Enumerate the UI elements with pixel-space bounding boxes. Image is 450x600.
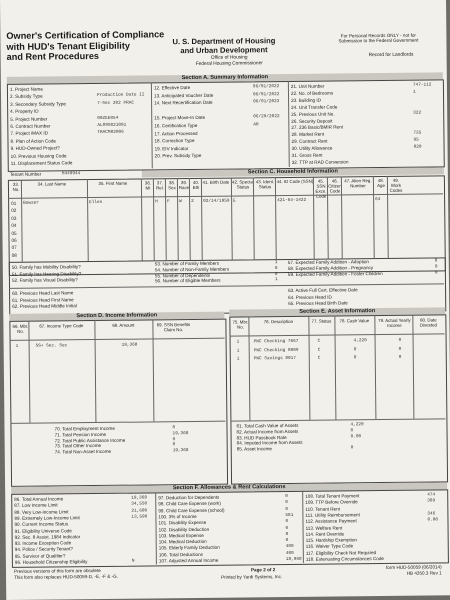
asset-total-label: 84. Imputed Income from Assets: [236, 440, 303, 446]
household-cell: F: [167, 199, 170, 205]
summary-label: 30. Utility Allowance: [291, 145, 333, 152]
household-column-header: 40. Eth: [192, 179, 200, 190]
rent-calc-label: 109. TTP Before Override: [305, 499, 358, 506]
expected-addition-value: 0: [434, 264, 438, 270]
income-total-label: 71. Total Pension Income: [54, 431, 107, 438]
previous-head-label: 65. Previous Head Birth Date: [288, 300, 348, 306]
household-cell: 06: [11, 237, 17, 243]
deduction-label: 97. Deduction for Dependents: [158, 494, 220, 501]
income-column-header: 66. Mbr. No.: [12, 323, 29, 334]
household-cell: 421-64-1422: [277, 197, 307, 204]
deduction-value: 18,968: [285, 556, 302, 563]
printed-by: Printed by Yardi Systems, Inc.: [221, 574, 283, 580]
summary-label: 14. Next Recertification Date: [154, 99, 213, 106]
deduction-label: 102. Disability Deduction: [158, 526, 210, 532]
rent-calc-label: 117. Eligibility Check Not Required: [305, 549, 377, 556]
asset-cell: PNC Checking 7667: [253, 338, 299, 345]
asset-total-value: 0: [350, 445, 354, 451]
income-cell: SS+ Sec. Sec: [35, 343, 68, 349]
summary-label: 23. Building ID: [291, 97, 321, 103]
agency-subtitle: Office of Housing Federal Housing Commissioner: [195, 55, 263, 67]
section-a-box: [7, 79, 445, 172]
deduction-label: 107. Adjusted Annual Income: [158, 557, 219, 564]
deduction-label: 99. Child Care Expense (school): [158, 507, 225, 513]
allowance-label: 90. Current Income Status: [14, 521, 69, 528]
summary-label: 15. Project Move-In Date: [154, 115, 206, 121]
rent-calc-value: 474: [427, 492, 436, 498]
summary-label: 4. Property ID: [10, 108, 39, 115]
deduction-value: 400: [285, 550, 294, 556]
member-count-value: 1: [274, 260, 278, 266]
allowance-label: 95. Survivor of Qualifier?: [14, 553, 66, 559]
summary-value: 95: [413, 137, 419, 143]
summary-label: 8. Plan of Action Code: [10, 138, 56, 144]
summary-label: 12. Effective Date: [153, 85, 191, 91]
member-count-label: 53. Number of Family Members: [154, 260, 220, 267]
summary-label: 5. Project Number: [10, 116, 48, 122]
summary-label: 6. Contract Number: [10, 123, 51, 129]
allowance-label: 91. Eligibility Universe Code: [14, 527, 72, 534]
allowance-value: 21,600: [131, 508, 148, 514]
income-total-label: 74. Total Non-Asset Income: [54, 449, 112, 455]
income-column-header: 69. SSN Benefits Claim No.: [156, 322, 191, 333]
summary-value: 1: [412, 89, 416, 95]
summary-label: 19. EIV Indicator: [154, 145, 189, 152]
summary-label: 25. Previous Unit No.: [291, 111, 335, 117]
asset-cell: 4,220: [353, 338, 367, 344]
summary-question: 52. Family has Visual Disability?: [11, 277, 78, 283]
rent-calc-label: 110. Tenant Rent: [305, 506, 340, 512]
asset-column-header: 80. Date Divested: [419, 317, 437, 328]
deduction-label: 98. Child Care Expense (work): [158, 501, 221, 507]
rent-calc-label: 112. Assistance Payment: [305, 518, 357, 525]
corner-note: For Personal Records ONLY - not for Submission to the Federal Government: [338, 32, 419, 44]
allowance-label: 88. Very Low-Income Limit: [14, 508, 69, 515]
section-e-title: Section E. Asset Information: [229, 307, 445, 316]
allowance-label: 86. Total Annual Income: [14, 496, 64, 502]
rent-calc-label: 118. Extenuating Circumstances Code: [305, 556, 384, 562]
rent-calc-label: 108. Total Tenant Payment: [305, 493, 360, 499]
income-total-label: 72. Total Public Assistance Income: [54, 437, 126, 444]
summary-label: 21. Unit Number: [290, 83, 325, 89]
rent-calc-label: 111. Utility Reimbursement: [305, 512, 360, 518]
summary-label: 31. Gross Rent: [291, 152, 323, 158]
income-cell: 19,368: [121, 342, 138, 348]
page-number: Page 2 of 2: [250, 567, 276, 573]
asset-cell: C: [317, 338, 321, 344]
summary-label: 24. Unit Transfer Code: [291, 104, 338, 110]
member-count-value: 0: [274, 265, 278, 271]
rent-calc-value: 0.00: [427, 517, 439, 523]
deduction-value: 0: [285, 500, 288, 506]
footer-left: Previous versions of this form are obsolete This form also replaces HUD-50059-D, -E, -F & -G.: [13, 567, 118, 580]
household-column-header: 38. Sex: [168, 180, 176, 191]
agency-name: U. S. Department of Housing and Urban Development: [172, 36, 276, 56]
asset-cell: 1: [236, 356, 240, 362]
asset-cell: C: [317, 347, 321, 353]
household-column-header: 45. SSN Exce. Code: [315, 178, 327, 199]
household-cell: W: [179, 199, 182, 205]
allowance-value: 34,550: [131, 501, 148, 507]
deduction-label: 103. Medical Expense: [158, 532, 204, 539]
deduction-value: 400: [285, 544, 294, 550]
summary-label: 32. TTP at RAD Conversion: [291, 159, 349, 165]
household-column-header: 47. Alien Reg. Number: [344, 178, 372, 189]
household-cell: 05: [11, 230, 17, 236]
summary-value: 06/01/2022: [252, 84, 280, 90]
asset-column-header: 76. Description: [263, 318, 294, 325]
deduction-label: 105. Elderly Family Deduction: [158, 545, 220, 551]
section-f-title: Section F. Allowances & Rent Calculations: [11, 482, 447, 494]
asset-cell: 0: [353, 346, 357, 352]
summary-label: 9. HUD-Owned Project?: [10, 145, 60, 152]
asset-cell: PNC Checking 8009: [253, 347, 299, 353]
income-column-header: 68. Amount: [112, 322, 135, 328]
income-total-label: 70. Total Employment Income: [54, 425, 115, 432]
household-cell: 04: [11, 223, 17, 229]
asset-total-label: 83. HUD Passbook Rate: [236, 434, 287, 441]
summary-label: 26. Security Deposit: [291, 118, 333, 124]
form-title: Owner's Certification of Compliance with HUD's Tenant Eligibility and Rent Procedures: [6, 29, 165, 62]
summary-label: 3. Secondary Subsidy Type: [10, 101, 66, 107]
previous-head-label: 60. Previous Head Last Name: [12, 290, 74, 296]
income-total-value: 19,368: [172, 448, 189, 454]
deduction-label: 101. Disability Expense: [158, 520, 207, 526]
household-column-header: 44. ID Code (SSN): [276, 178, 314, 185]
household-cell: Ellen: [89, 199, 103, 206]
rent-calc-label: 113. Welfare Rent: [305, 524, 343, 531]
household-column-header: 46. Citizen Code: [328, 178, 342, 194]
summary-value: 322: [413, 110, 422, 116]
asset-cell: 1: [236, 348, 240, 354]
household-cell: 2: [191, 198, 194, 205]
asset-cell: 1: [236, 339, 240, 345]
asset-column-header: 77. Status: [311, 318, 332, 324]
summary-label: 10. Previous Housing Code: [10, 152, 67, 159]
income-total-value: 19,368: [172, 430, 189, 437]
deduction-value: 0: [285, 494, 288, 500]
allowance-label: 93. Income Exception Code: [14, 540, 72, 546]
asset-total-value: 0: [350, 428, 354, 434]
member-count-value: 0: [274, 271, 278, 277]
asset-cell: 0: [398, 337, 402, 343]
household-column-header: 33. No.: [12, 181, 20, 192]
income-total-value: 0: [172, 436, 176, 442]
section-c-title: Section C. Household Information: [142, 167, 444, 177]
rent-calc-label: 116. Waiver Type Code: [305, 543, 354, 550]
summary-label: 11. Displacement Status Code: [10, 160, 73, 166]
asset-column-header: 79. Actual Yearly Income: [378, 317, 411, 328]
summary-label: 28. Market Rent: [291, 131, 325, 138]
previous-head-label: 62. Previous Head Middle Initial: [12, 303, 77, 309]
asset-column-header: 75. Mbr. No.: [232, 319, 249, 330]
section-d-title: Section D. Income Information: [9, 312, 224, 321]
household-cell: 07: [11, 245, 17, 251]
allowance-label: 89. Extremely Low-Income Limit: [14, 515, 80, 521]
deduction-label: 100. 3% of Income: [158, 513, 197, 520]
tenant-number-label: Tenant Number: [9, 171, 42, 177]
income-cell: 1: [15, 343, 19, 349]
allowance-label: 87. Low Income Limit: [14, 502, 58, 509]
household-column-header: 35. First Name: [98, 180, 128, 186]
expected-addition-value: 0: [434, 258, 438, 264]
summary-value: 735: [413, 130, 422, 136]
tenant-number-value: H449944: [61, 171, 81, 177]
summary-value: 7-Sec 202 PRAC: [97, 100, 135, 106]
summary-value: AL09S021001: [97, 122, 127, 128]
summary-label: 29. Contract Rent: [291, 138, 328, 145]
household-column-header: 43. Ident. Status: [255, 179, 275, 190]
asset-total-value: 4,220: [350, 422, 364, 428]
household-cell: Bowser: [23, 200, 39, 206]
allowance-value: 13,590: [131, 514, 148, 520]
summary-value: 06/01/2022: [252, 91, 280, 97]
summary-label: 7. Project iMAX ID: [10, 130, 48, 137]
summary-label: 17. Action Processed: [154, 130, 198, 136]
summary-label: 16. Certification Type: [154, 122, 198, 129]
previous-head-label: 64. Previous Head ID: [288, 294, 332, 300]
member-count-label: 56. Number of Eligible Members: [154, 278, 221, 284]
allowance-value: 19,368: [131, 495, 148, 501]
household-column-header: 41. Birth Date: [202, 179, 230, 185]
summary-label: 18. Correction Type: [154, 138, 195, 144]
section-a-title: Section A. Summary Information: [7, 72, 443, 84]
income-total-value: 0: [172, 425, 176, 431]
allowance-label: 94. Police / Security Tenant?: [14, 546, 73, 553]
asset-cell: C: [317, 355, 321, 361]
household-column-header: 36. MI: [144, 180, 151, 191]
summary-value: 00ZEE054: [97, 115, 119, 121]
expected-addition-label: 57. Expected Family Addition - Adoption: [287, 259, 370, 266]
form-number: form HUD-50059 (06/2014) HB 4350.3 Rev 1: [385, 564, 442, 576]
asset-cell: PNC Savings 8017: [253, 355, 296, 362]
member-count-label: 54. Number of Non-Family Members: [154, 266, 230, 273]
allowance-label: 96. Household Citizenship Eligibility: [14, 559, 88, 565]
summary-label: 2. Subsidy Type: [9, 93, 43, 100]
landlord-note: Record for Landlords: [368, 52, 414, 59]
rent-calc-label: 114. Rent Override: [305, 531, 345, 537]
rent-calc-label: 115. Hardship Exemption: [305, 537, 357, 543]
asset-column-header: 78. Cash Value: [339, 318, 370, 324]
household-cell: H: [155, 199, 158, 205]
household-column-header: 39. Race: [178, 180, 190, 191]
previous-head-label: 61. Previous Head First Name: [12, 296, 74, 303]
allowance-label: 92. Sec. 8 Assist. 1984 Indicator: [14, 533, 81, 540]
member-count-value: 1: [274, 277, 278, 283]
summary-value: 06/01/2023: [253, 99, 280, 105]
deduction-value: 0: [285, 506, 289, 512]
expected-addition-label: 59. Expected Family Addition - Foster Children: [287, 270, 383, 277]
deduction-label: 104. Medical Deduction: [158, 538, 207, 545]
summary-value: 747-112: [412, 82, 432, 88]
income-total-label: 73. Total Other Income: [54, 443, 102, 449]
deduction-value: 0: [285, 519, 289, 525]
income-column-header: 67. Income Type Code: [39, 323, 84, 329]
summary-question: 51. Family has Hearing Disability?: [11, 270, 82, 277]
household-column-header: 42. Special Status: [232, 179, 254, 190]
household-cell: 03: [11, 215, 17, 221]
household-cell: 01: [11, 200, 17, 206]
summary-label: 22. No. of Bedrooms: [290, 90, 334, 96]
asset-cell: 0: [398, 354, 402, 360]
household-cell: 08: [11, 252, 17, 258]
household-column-header: 37. Rel.: [156, 180, 164, 191]
deduction-value: 0: [285, 531, 289, 537]
previous-head-label: 63. Active Full Cert. Effective Date: [288, 287, 358, 293]
income-total-value: 0: [172, 442, 176, 448]
household-cell: 02: [11, 208, 17, 214]
asset-total-value: 0.00: [350, 433, 362, 439]
summary-label: 13. Anticipated Voucher Date: [153, 92, 214, 98]
summary-label: 27. 236 Basic/BMIR Rent: [291, 124, 343, 131]
household-column-header: 48. Age: [377, 177, 385, 189]
deduction-value: 0: [285, 538, 289, 544]
summary-value: 820: [413, 144, 422, 150]
member-count-label: 55. Number of Dependents: [154, 272, 211, 278]
rent-calc-value: 346: [427, 511, 436, 517]
expected-addition-label: 58. Expected Family Addition - Pregnancy: [287, 264, 374, 271]
household-cell: 64: [375, 197, 381, 203]
asset-total-label: 85. Asset Income: [236, 446, 272, 452]
summary-value: 06/29/2022: [253, 114, 280, 120]
household-column-header: 49. Work Codes: [389, 177, 403, 193]
household-cell: 02/14/1959: [203, 198, 230, 204]
deduction-label: 106. Total Deductions: [158, 551, 203, 558]
household-column-header: 34. Last Name: [37, 181, 67, 187]
summary-value: AR: [253, 122, 259, 128]
summary-label: 20. Prev. Subsidy Type: [154, 153, 202, 159]
asset-cell: 0: [353, 355, 357, 361]
summary-question: 50. Family has Mobility Disability?: [11, 264, 81, 270]
asset-cell: 0: [398, 346, 402, 352]
deduction-value: 581: [285, 512, 294, 518]
summary-value: TRACM82006: [97, 130, 124, 136]
allowance-value: N: [131, 558, 135, 564]
asset-total-label: 81. Total Cash Value of Assets: [236, 422, 299, 429]
asset-total-label: 82. Actual Income from Assets: [236, 428, 299, 435]
summary-label: 1. Project Name: [9, 86, 43, 92]
deduction-value: 0: [285, 525, 289, 531]
household-cell: E: [233, 198, 236, 204]
summary-value: Production Date II: [96, 92, 145, 99]
rent-calc-value: 389: [427, 498, 436, 504]
expected-addition-value: 0: [434, 270, 438, 276]
